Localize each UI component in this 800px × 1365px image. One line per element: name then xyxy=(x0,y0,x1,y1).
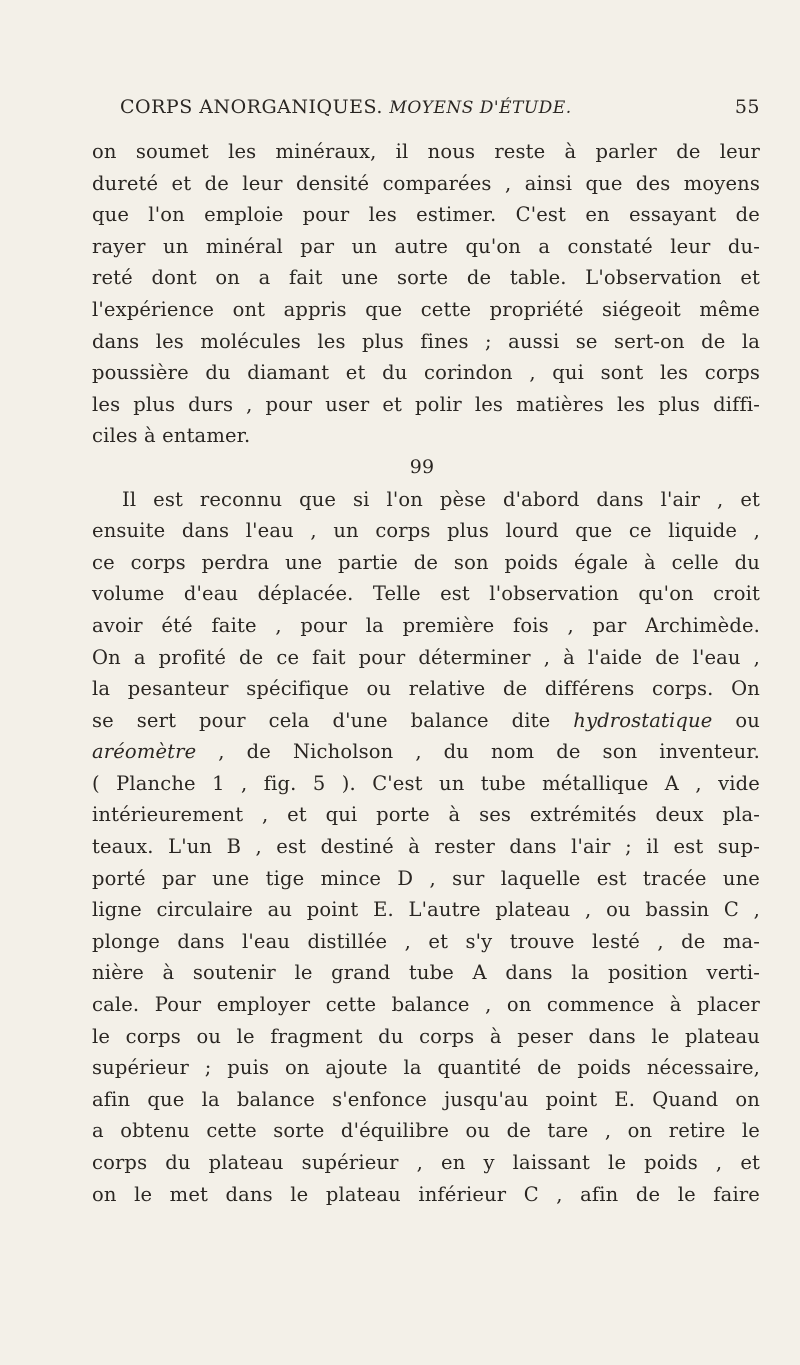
italic-term-hydrostatique: hydrostatique xyxy=(573,708,713,732)
text-line: volume d'eau déplacée. Telle est l'observation qu'on croit xyxy=(92,582,760,606)
body-text xyxy=(92,136,760,1210)
text-line: corps du plateau supérieur , en y laissant le poids , et xyxy=(92,1151,760,1174)
text-line: que l'on emploie pour les estimer. C'est en essayant de xyxy=(92,203,760,227)
text-line: l'expérience ont appris que cette propriété siégeoit même xyxy=(92,297,760,321)
paragraph-density xyxy=(92,484,760,1211)
text-line: le corps ou le fragment du corps à peser dans le plateau xyxy=(92,1024,760,1048)
page-number: 55 xyxy=(734,96,760,118)
text-line: les plus durs , pour user et polir les matières les plus diffi- xyxy=(92,392,760,416)
text-line: supérieur ; puis on ajoute la quantité de poids nécessaire, xyxy=(92,1056,760,1080)
text-line: on soumet les minéraux, il nous reste à parler de leur xyxy=(92,140,760,163)
text-line: dureté et de leur densité comparées , ainsi que des moyens xyxy=(92,171,760,195)
text-line: nière à soutenir le grand tube A dans la position verti- xyxy=(92,961,760,985)
text-line: ce corps perdra une partie de son poids égale à celle du xyxy=(92,550,760,574)
text-line: ciles à entamer. xyxy=(92,424,251,448)
text-line: ensuite dans l'eau , un corps plus lourd que ce liquide , xyxy=(92,519,760,543)
text-line: ligne circulaire au point E. L'autre plateau , ou bassin C , xyxy=(92,898,760,922)
running-head xyxy=(92,96,760,136)
text-line: Il est reconnu que si l'on pèse d'abord dans l'air , et xyxy=(122,487,760,511)
text-line: rayer un minéral par un autre qu'on a constaté leur du- xyxy=(92,234,760,258)
text-fragment: , de Nicholson , du nom de son inventeur. xyxy=(196,740,760,764)
text-line: ( Planche 1 , fig. 5 ). C'est un tube métallique A , vide xyxy=(92,771,760,795)
text-line: plonge dans l'eau distillée , et s'y trouve lesté , de ma- xyxy=(92,929,760,953)
italic-term-areometre: aréomètre xyxy=(92,740,197,764)
running-title-italic: MOYENS D'ÉTUDE. xyxy=(389,98,572,118)
text-line: a obtenu cette sorte d'équilibre ou de tare , on retire le xyxy=(92,1119,760,1143)
running-title-roman: CORPS ANORGANIQUES. xyxy=(120,96,383,118)
running-title xyxy=(120,96,572,118)
text-line: poussière du diamant et du corindon , qui sont les corps xyxy=(92,361,760,385)
section-number: 99 xyxy=(409,455,435,478)
paragraph-hardness xyxy=(92,136,760,452)
text-line: la pesanteur spécifique ou relative de différens corps. On xyxy=(92,677,760,701)
text-line: dans les molécules les plus fines ; aussi se sert-on de la xyxy=(92,329,760,353)
text-line: teaux. L'un B , est destiné à rester dans l'air ; il est sup- xyxy=(92,835,760,859)
text-line: cale. Pour employer cette balance , on commence à placer xyxy=(92,993,760,1017)
text-line xyxy=(92,736,760,768)
text-line: on le met dans le plateau inférieur C , afin de le faire xyxy=(92,1182,760,1206)
text-line: porté par une tige mince D , sur laquelle est tracée une xyxy=(92,866,760,890)
text-line: reté dont on a fait une sorte de table. L'observation et xyxy=(92,266,760,290)
text-fragment: ou xyxy=(712,708,760,732)
text-line: On a profité de ce fait pour déterminer , à l'aide de l'eau , xyxy=(92,645,760,669)
text-line: intérieurement , et qui porte à ses extrémités deux pla- xyxy=(92,803,760,827)
text-line: afin que la balance s'enfonce jusqu'au point E. Quand on xyxy=(92,1087,760,1111)
text-line: avoir été faite , pour la première fois , par Archimède. xyxy=(92,613,760,637)
text-line xyxy=(92,705,760,737)
text-fragment: se sert pour cela d'une balance dite xyxy=(92,708,574,732)
